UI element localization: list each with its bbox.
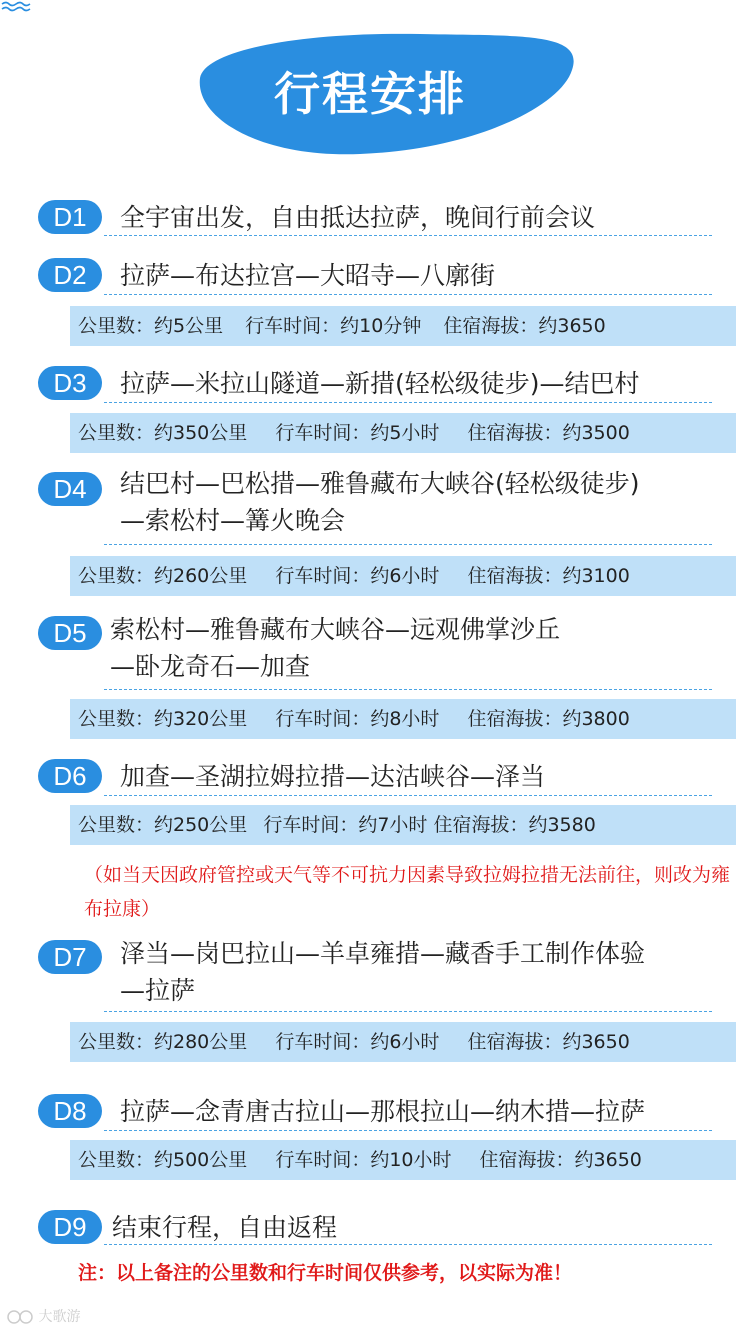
- distance-text: 公里数：约320公里: [78, 708, 248, 730]
- day-badge: D9: [38, 1210, 102, 1244]
- day-route: 结束行程，自由返程: [112, 1213, 338, 1242]
- divider: [104, 1244, 712, 1245]
- divider: [104, 294, 712, 295]
- altitude-text: 住宿海拔：约3650: [479, 1149, 642, 1171]
- altitude-text: 住宿海拔：约3800: [467, 708, 630, 730]
- divider: [104, 795, 712, 796]
- altitude-text: 住宿海拔：约3650: [443, 315, 606, 337]
- distance-text: 公里数：约280公里: [78, 1031, 248, 1053]
- wave-icon: [0, 0, 32, 16]
- day-route: 拉萨—念青唐古拉山—那根拉山—纳木措—拉萨: [120, 1097, 646, 1126]
- day-info-bar: [70, 413, 736, 453]
- watermark-text: 大歌游: [38, 1309, 81, 1325]
- watermark-icon: [6, 1309, 34, 1325]
- divider: [104, 689, 712, 690]
- distance-text: 公里数：约500公里: [78, 1149, 248, 1171]
- page-title: 行程安排: [274, 67, 466, 121]
- divider: [104, 235, 712, 236]
- divider: [104, 402, 712, 403]
- day-route: 拉萨—布达拉宫—大昭寺—八廓街: [120, 261, 496, 290]
- day-route: 加查—圣湖拉姆拉措—达沽峡谷—泽当: [120, 762, 546, 791]
- day-info-bar: [70, 1140, 736, 1180]
- day-route: 索松村—雅鲁藏布大峡谷—远观佛掌沙丘: [110, 615, 561, 644]
- altitude-text: 住宿海拔：约3650: [467, 1031, 630, 1053]
- distance-text: 公里数：约5公里: [78, 315, 224, 337]
- drive-time-text: 行车时间：约10分钟: [245, 315, 422, 337]
- day-route-line-2: —索松村—篝火晚会: [120, 506, 346, 535]
- drive-time-text: 行车时间：约8小时: [275, 708, 440, 730]
- day-badge: D5: [38, 616, 102, 650]
- day-info-bar: [70, 699, 736, 739]
- day-route: 结巴村—巴松措—雅鲁藏布大峡谷(轻松级徒步): [120, 469, 640, 498]
- distance-text: 公里数：约260公里: [78, 565, 248, 587]
- day-badge: D7: [38, 940, 102, 974]
- day-route: 全宇宙出发，自由抵达拉萨，晚间行前会议: [120, 203, 596, 232]
- divider: [104, 544, 712, 545]
- watermark-logo: [6, 1306, 80, 1326]
- divider: [104, 1011, 712, 1012]
- altitude-text: 住宿海拔：约3100: [467, 565, 630, 587]
- day-info-bar: [70, 306, 736, 346]
- drive-time-text: 行车时间：约6小时: [275, 1031, 440, 1053]
- altitude-text: 住宿海拔：约3580: [433, 814, 596, 836]
- day-badge: D2: [38, 258, 102, 292]
- day-badge: D8: [38, 1094, 102, 1128]
- day-info-bar: [70, 556, 736, 596]
- drive-time-text: 行车时间：约7小时: [263, 814, 428, 836]
- day-route-line-2: —拉萨: [120, 976, 196, 1005]
- divider: [104, 1130, 712, 1131]
- d6-alternate-note: （如当天因政府管控或天气等不可抗力因素导致拉姆拉措无法前往，则改为雍布拉康）: [84, 864, 731, 920]
- day-route: 泽当—岗巴拉山—羊卓雍措—藏香手工制作体验: [120, 939, 646, 968]
- day-badge: D6: [38, 759, 102, 793]
- distance-text: 公里数：约350公里: [78, 422, 248, 444]
- altitude-text: 住宿海拔：约3500: [467, 422, 630, 444]
- day-route: 拉萨—米拉山隧道—新措(轻松级徒步)—结巴村: [120, 369, 640, 398]
- day-badge: D3: [38, 366, 102, 400]
- day-badge: D1: [38, 200, 102, 234]
- day-info-bar: [70, 1022, 736, 1062]
- drive-time-text: 行车时间：约5小时: [275, 422, 440, 444]
- disclaimer-note: 注：以上备注的公里数和行车时间仅供参考，以实际为准！: [78, 1262, 573, 1284]
- day-route-line-2: —卧龙奇石—加查: [110, 652, 311, 681]
- drive-time-text: 行车时间：约10小时: [275, 1149, 452, 1171]
- drive-time-text: 行车时间：约6小时: [275, 565, 440, 587]
- day-badge: D4: [38, 472, 102, 506]
- distance-text: 公里数：约250公里: [78, 814, 248, 836]
- header: [0, 0, 750, 180]
- day-info-bar: [70, 805, 736, 845]
